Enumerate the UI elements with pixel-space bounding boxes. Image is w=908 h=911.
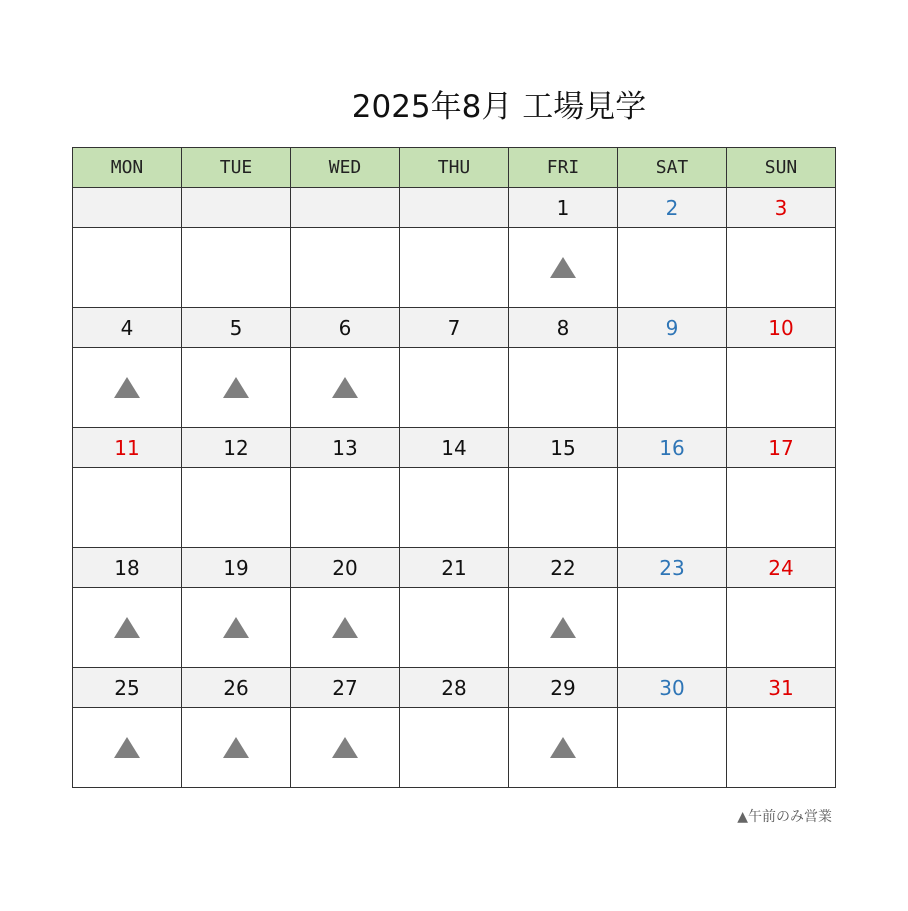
day-content-cell (400, 348, 509, 428)
date-cell: 5 (182, 308, 291, 348)
morning-only-triangle-icon (223, 377, 249, 398)
legend-text: 午前のみ営業 (748, 809, 832, 825)
morning-only-triangle-icon (114, 617, 140, 638)
day-content-cell (727, 708, 836, 788)
legend (737, 806, 832, 826)
weekday-sun: SUN (727, 148, 836, 188)
day-content-cell (618, 708, 727, 788)
day-content-cell (182, 348, 291, 428)
weekday-header-row (73, 148, 836, 188)
date-cell: 12 (182, 428, 291, 468)
day-content-cell (400, 588, 509, 668)
week-date-row (73, 668, 836, 708)
date-cell (73, 188, 182, 228)
date-cell: 21 (400, 548, 509, 588)
day-content-cell (618, 588, 727, 668)
day-content-cell (73, 228, 182, 308)
date-cell: 31 (727, 668, 836, 708)
morning-only-triangle-icon (332, 377, 358, 398)
day-content-cell (618, 348, 727, 428)
calendar-grid (72, 147, 836, 788)
date-cell (182, 188, 291, 228)
date-cell: 18 (73, 548, 182, 588)
date-cell: 24 (727, 548, 836, 588)
morning-only-triangle-icon (550, 737, 576, 758)
date-cell: 8 (509, 308, 618, 348)
week-body-row (73, 588, 836, 668)
date-cell: 10 (727, 308, 836, 348)
week-date-row (73, 428, 836, 468)
morning-only-triangle-icon (332, 617, 358, 638)
day-content-cell (727, 588, 836, 668)
day-content-cell (182, 468, 291, 548)
day-content-cell (400, 708, 509, 788)
weekday-thu: THU (400, 148, 509, 188)
weekday-tue: TUE (182, 148, 291, 188)
weekday-wed: WED (291, 148, 400, 188)
date-cell: 17 (727, 428, 836, 468)
day-content-cell (73, 708, 182, 788)
day-content-cell (727, 228, 836, 308)
date-cell: 28 (400, 668, 509, 708)
day-content-cell (400, 468, 509, 548)
day-content-cell (291, 708, 400, 788)
day-content-cell (182, 588, 291, 668)
morning-only-triangle-icon (550, 617, 576, 638)
day-content-cell (73, 588, 182, 668)
morning-only-triangle-icon (223, 617, 249, 638)
week-date-row (73, 548, 836, 588)
date-cell: 20 (291, 548, 400, 588)
date-cell: 25 (73, 668, 182, 708)
date-cell (291, 188, 400, 228)
morning-only-triangle-icon (550, 257, 576, 278)
day-content-cell (182, 228, 291, 308)
day-content-cell (509, 228, 618, 308)
date-cell: 15 (509, 428, 618, 468)
date-cell: 13 (291, 428, 400, 468)
date-cell: 19 (182, 548, 291, 588)
date-cell: 6 (291, 308, 400, 348)
date-cell: 9 (618, 308, 727, 348)
day-content-cell (400, 228, 509, 308)
weekday-sat: SAT (618, 148, 727, 188)
day-content-cell (291, 228, 400, 308)
week-date-row (73, 308, 836, 348)
date-cell: 30 (618, 668, 727, 708)
weekday-fri: FRI (509, 148, 618, 188)
morning-only-triangle-icon (332, 737, 358, 758)
date-cell: 2 (618, 188, 727, 228)
day-content-cell (291, 468, 400, 548)
date-cell: 22 (509, 548, 618, 588)
page-title: 2025年8月 工場見学 (351, 89, 647, 125)
morning-only-triangle-icon (114, 737, 140, 758)
week-body-row (73, 468, 836, 548)
date-cell: 7 (400, 308, 509, 348)
week-body-row (73, 228, 836, 308)
day-content-cell (618, 468, 727, 548)
day-content-cell (509, 348, 618, 428)
week-date-row (73, 188, 836, 228)
date-cell: 26 (182, 668, 291, 708)
date-cell: 23 (618, 548, 727, 588)
weekday-mon: MON (73, 148, 182, 188)
day-content-cell (73, 348, 182, 428)
day-content-cell (618, 228, 727, 308)
day-content-cell (727, 468, 836, 548)
date-cell (400, 188, 509, 228)
date-cell: 4 (73, 308, 182, 348)
day-content-cell (509, 708, 618, 788)
date-cell: 27 (291, 668, 400, 708)
morning-only-triangle-icon (114, 377, 140, 398)
day-content-cell (291, 348, 400, 428)
date-cell: 1 (509, 188, 618, 228)
date-cell: 16 (618, 428, 727, 468)
date-cell: 29 (509, 668, 618, 708)
triangle-icon: ▲ (737, 809, 748, 825)
day-content-cell (73, 468, 182, 548)
week-body-row (73, 348, 836, 428)
day-content-cell (727, 348, 836, 428)
day-content-cell (182, 708, 291, 788)
date-cell: 11 (73, 428, 182, 468)
morning-only-triangle-icon (223, 737, 249, 758)
day-content-cell (509, 588, 618, 668)
week-body-row (73, 708, 836, 788)
day-content-cell (509, 468, 618, 548)
date-cell: 3 (727, 188, 836, 228)
day-content-cell (291, 588, 400, 668)
date-cell: 14 (400, 428, 509, 468)
